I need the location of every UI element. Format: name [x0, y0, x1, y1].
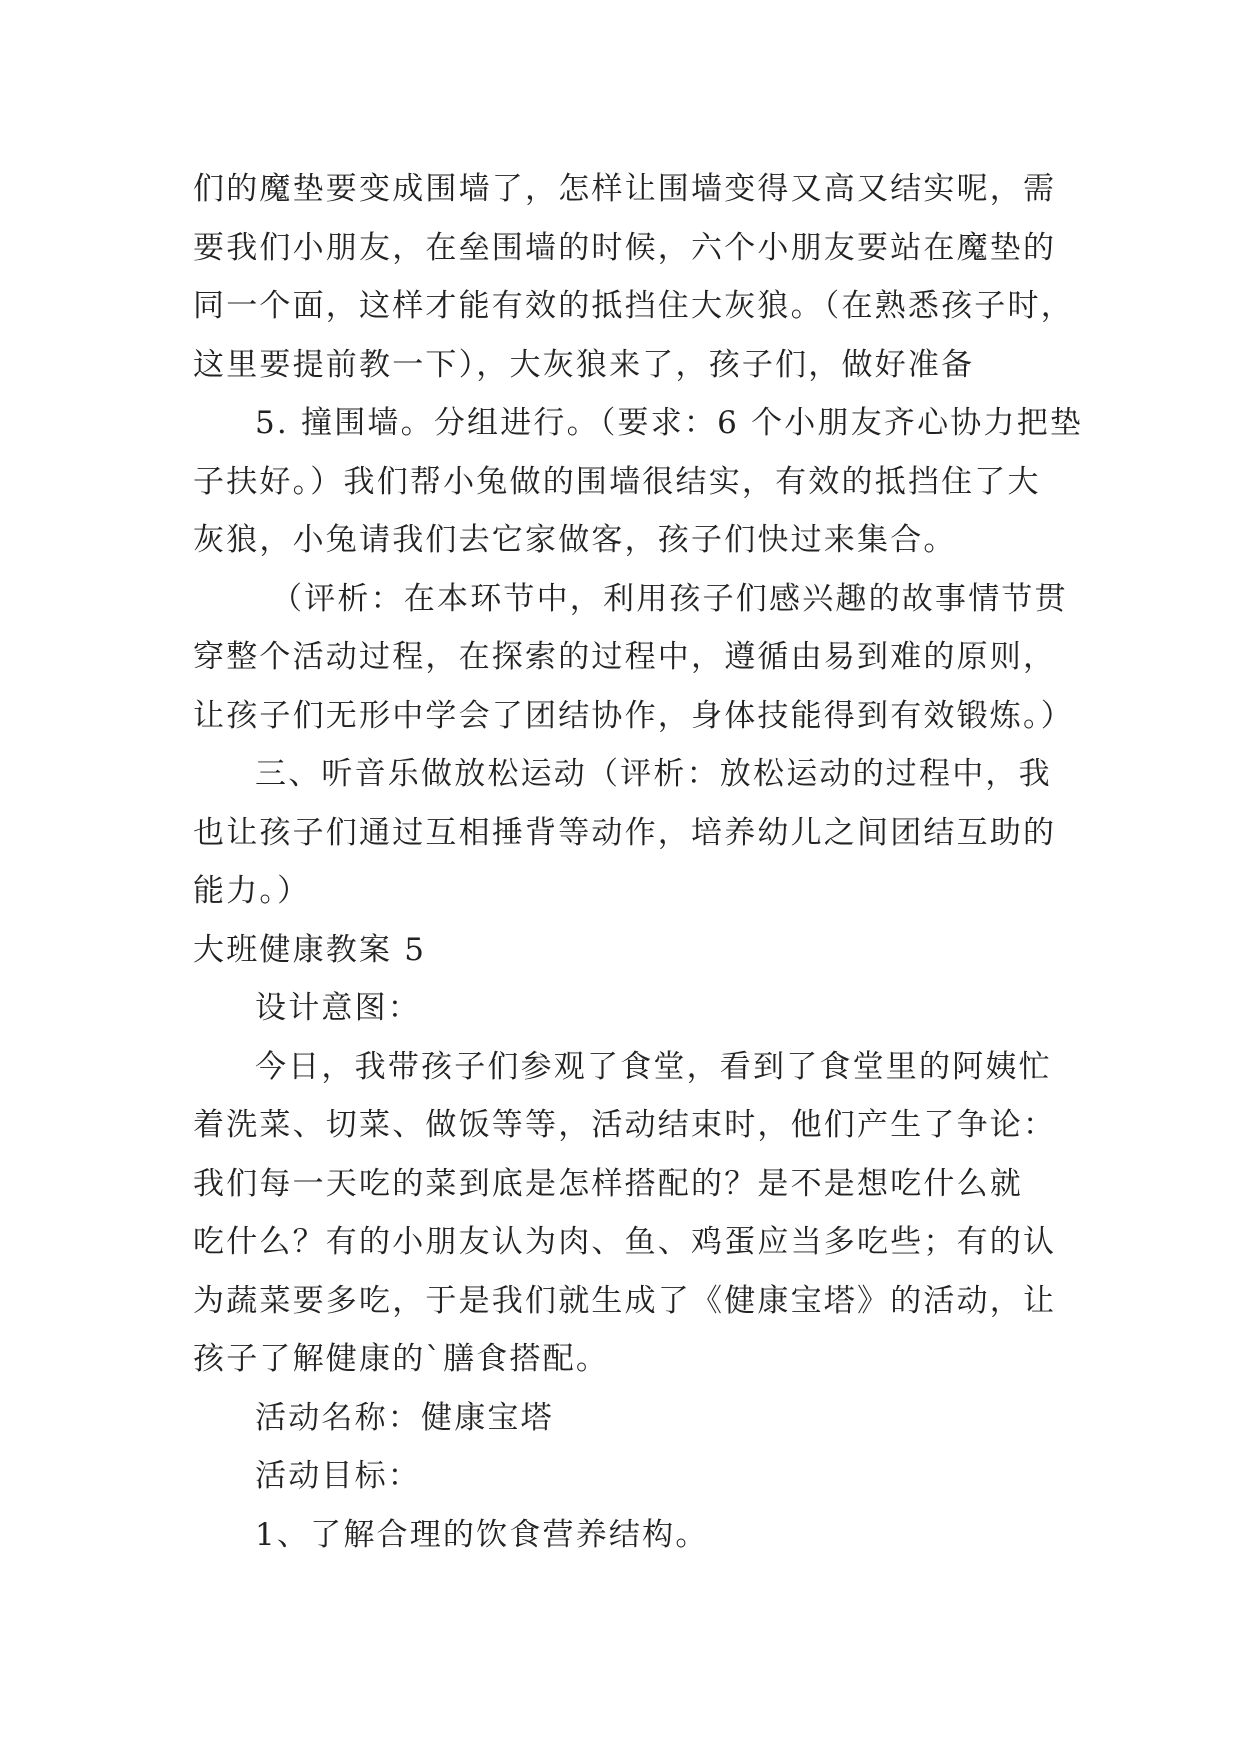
- text-line: 我们每一天吃的菜到底是怎样搭配的？是不是想吃什么就: [193, 1165, 1023, 1202]
- text-line: 吃什么？有的小朋友认为肉、鱼、鸡蛋应当多吃些；有的认: [193, 1224, 1057, 1260]
- text-line: 灰狼，小兔请我们去它家做客，孩子们快过来集合。: [193, 522, 957, 558]
- text-line: 活动目标：: [255, 1458, 421, 1494]
- text-line: （评析：在本环节中，利用孩子们感兴趣的故事情节贯: [271, 580, 1068, 617]
- text-line: 穿整个活动过程，在探索的过程中，遵循由易到难的原则，: [193, 639, 1057, 675]
- text-line: 让孩子们无形中学会了团结协作，身体技能得到有效锻炼。）: [193, 697, 1074, 734]
- text-line: 要我们小朋友，在垒围墙的时候，六个小朋友要站在魔垫的: [193, 229, 1057, 266]
- text-line: 今日，我带孩子们参观了食堂，看到了食堂里的阿姨忙: [255, 1048, 1052, 1085]
- text-line: 同一个面，这样才能有效的抵挡住大灰狼。（在熟悉孩子时，: [193, 288, 1074, 324]
- text-line: 为蔬菜要多吃，于是我们就生成了《健康宝塔》的活动，让: [193, 1282, 1057, 1319]
- text-line: 子扶好。）我们帮小兔做的围墙很结实，有效的抵挡住了大: [193, 463, 1041, 500]
- text-line: 5. 撞围墙。分组进行。（要求：6 个小朋友齐心协力把垫: [255, 405, 1084, 441]
- text-line: 三、听音乐做放松运动（评析：放松运动的过程中，我: [255, 756, 1052, 792]
- section-heading: 大班健康教案 5: [193, 931, 427, 968]
- text-line: 也让孩子们通过互相捶背等动作，培养幼儿之间团结互助的: [193, 814, 1057, 851]
- text-line: 1、了解合理的饮食营养结构。: [255, 1516, 709, 1553]
- text-line: 孩子了解健康的`膳食搭配。: [193, 1341, 610, 1377]
- text-line: 这里要提前教一下），大灰狼来了，孩子们，做好准备: [193, 346, 975, 383]
- document-body: [193, 160, 1084, 1564]
- text-line: 们的魔垫要变成围墙了，怎样让围墙变得又高又结实呢，需: [193, 171, 1057, 207]
- text-line: 活动名称：健康宝塔: [255, 1399, 554, 1436]
- text-line: 着洗菜、切菜、做饭等等，活动结束时，他们产生了争论：: [193, 1107, 1057, 1143]
- text-line: 能力。）: [193, 873, 311, 909]
- text-line: 设计意图：: [255, 990, 421, 1026]
